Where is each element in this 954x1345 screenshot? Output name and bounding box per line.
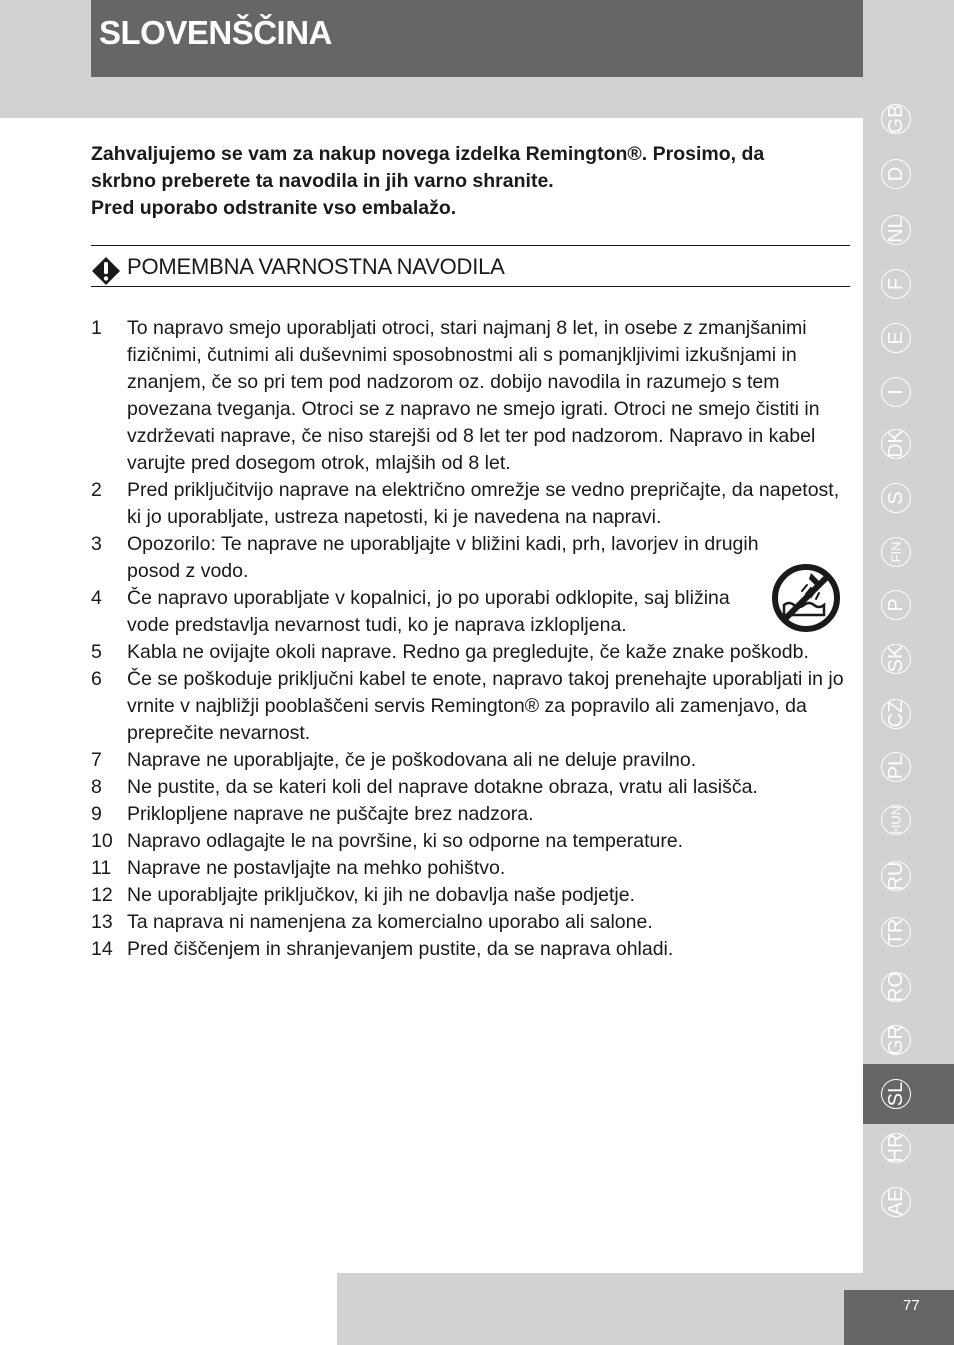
language-tab-i[interactable] xyxy=(881,377,911,407)
title-bar xyxy=(91,0,863,77)
language-tab-gb[interactable] xyxy=(881,104,911,134)
footer-band xyxy=(337,1273,844,1345)
language-tab-label: NL xyxy=(885,217,907,243)
item-number: 7 xyxy=(91,749,102,771)
language-tab-label: PL xyxy=(885,754,907,780)
item-text: Če napravo uporabljate v kopalnici, jo po uporabi odklopite, saj bližina vode predstavlja nevarnost tudi, ko je naprava izklopljena. xyxy=(127,587,730,636)
item-text: Naprave ne uporabljajte, če je poškodovana ali ne deluje pravilno. xyxy=(127,749,697,771)
language-tab-e[interactable] xyxy=(881,323,911,353)
item-text: Pred priključitvijo naprave na električno omrežje se vedno prepričajte, da napetost, ki jo uporabljate, ustreza napetosti, ki je navedena na napravi. xyxy=(127,479,840,528)
intro-paragraph: Zahvaljujemo se vam za nakup novega izdelka Remington®. Prosimo, da skrbno preberete ta navodila in jih varno shranite. xyxy=(91,143,765,192)
item-text: To napravo smejo uporabljati otroci, stari najmanj 8 let, in osebe z zmanjšanimi fizičnimi, čutnimi ali duševnimi sposobnostmi ali s pomanjkljivimi izkušnjami in znanjem, če so pri tem pod nadzorom oz. dobijo navodila in razumejo s tem povezana tveganja. Otroci se z napravo ne smejo igrati. Otroci ne smejo čistiti in vzdrževati naprave, če niso starejši od 8 let ter pod nadzorom. Napravo in kabel varujte pred dosegom otrok, mlajših od 8 let. xyxy=(127,317,820,474)
language-tab-label: HUN xyxy=(888,805,904,835)
list-item xyxy=(91,909,851,936)
language-tab-pl[interactable] xyxy=(881,752,911,782)
section-header xyxy=(91,245,850,287)
language-tab-label: AE xyxy=(885,1188,907,1216)
item-number: 4 xyxy=(91,587,102,609)
list-item xyxy=(91,585,851,639)
language-tab-label: CZ xyxy=(885,700,907,728)
language-tab-label: SK xyxy=(885,645,907,673)
language-tab-label: GB xyxy=(885,104,907,134)
language-tab-nl[interactable] xyxy=(881,215,911,245)
safety-list xyxy=(91,315,851,963)
list-item xyxy=(91,531,851,585)
language-tab-label: HR xyxy=(885,1133,907,1163)
language-tab-label: F xyxy=(885,277,907,291)
list-item xyxy=(91,747,851,774)
footer-left xyxy=(0,1273,337,1345)
language-tab-label: P xyxy=(885,598,907,612)
language-tab-label: TR xyxy=(885,918,907,946)
item-text: Če se poškoduje priključni kabel te enote, napravo takoj prenehajte uporabljati in jo vrnite v najbližji pooblaščeni servis Remington® za popravilo ali zamenjavo, da preprečite nevarnost. xyxy=(127,668,844,744)
list-item xyxy=(91,882,851,909)
language-tab-label: SL xyxy=(885,1081,907,1107)
language-tab-hr[interactable] xyxy=(881,1133,911,1163)
item-text: Ne uporabljajte priključkov, ki jih ne dobavlja naše podjetje. xyxy=(127,884,636,906)
intro-packaging-note: Pred uporabo odstranite vso embalažo. xyxy=(91,197,457,219)
language-tab-dk[interactable] xyxy=(881,429,911,459)
item-number: 12 xyxy=(91,884,113,906)
language-tab-sl[interactable] xyxy=(881,1079,911,1109)
list-item xyxy=(91,936,851,963)
language-tab-label: GR xyxy=(885,1025,907,1055)
item-text: Pred čiščenjem in shranjevanjem pustite, da se naprava ohladi. xyxy=(127,938,674,960)
language-tab-label: I xyxy=(885,389,907,395)
list-item xyxy=(91,639,851,666)
item-text: Opozorilo: Te naprave ne uporabljajte v bližini kadi, prh, lavorjev in drugih posod z vodo. xyxy=(127,533,759,582)
language-tab-p[interactable] xyxy=(881,590,911,620)
list-item xyxy=(91,855,851,882)
item-text: Ne pustite, da se kateri koli del naprave dotakne obraza, vratu ali lasišča. xyxy=(127,776,758,798)
language-tab-s[interactable] xyxy=(881,483,911,513)
item-text: Priklopljene naprave ne puščajte brez nadzora. xyxy=(127,803,534,825)
language-tab-gr[interactable] xyxy=(881,1025,911,1055)
language-tab-sk[interactable] xyxy=(881,644,911,674)
language-tab-label: S xyxy=(885,491,907,505)
language-tab-label: FIN xyxy=(888,541,904,563)
language-tab-ro[interactable] xyxy=(881,972,911,1002)
item-number: 5 xyxy=(91,641,102,663)
item-number: 1 xyxy=(91,317,102,339)
warning-diamond-icon xyxy=(91,256,121,286)
intro-text xyxy=(91,141,831,222)
item-number: 9 xyxy=(91,803,102,825)
language-tab-ae[interactable] xyxy=(881,1187,911,1217)
list-item xyxy=(91,315,851,477)
item-number: 8 xyxy=(91,776,102,798)
section-title: POMEMBNA VARNOSTNA NAVODILA xyxy=(127,254,505,279)
language-tab-label: E xyxy=(885,331,907,345)
language-tab-label: RO xyxy=(885,972,907,1002)
list-item xyxy=(91,477,851,531)
item-number: 10 xyxy=(91,830,113,852)
item-number: 14 xyxy=(91,938,113,960)
language-tab-tr[interactable] xyxy=(881,917,911,947)
language-tab-label: DK xyxy=(885,430,907,458)
item-number: 13 xyxy=(91,911,113,933)
list-item xyxy=(91,801,851,828)
page-number-box xyxy=(844,1290,954,1345)
language-tab-cz[interactable] xyxy=(881,699,911,729)
item-number: 11 xyxy=(91,857,112,879)
item-text: Kabla ne ovijajte okoli naprave. Redno ga pregledujte, če kaže znake poškodb. xyxy=(127,641,809,663)
language-tab-hun[interactable] xyxy=(881,805,911,835)
item-text: Napravo odlagajte le na površine, ki so odporne na temperature. xyxy=(127,830,684,852)
list-item xyxy=(91,828,851,855)
language-tab-ru[interactable] xyxy=(881,861,911,891)
list-item xyxy=(91,774,851,801)
item-number: 3 xyxy=(91,533,102,555)
language-tab-f[interactable] xyxy=(881,269,911,299)
no-shower-bath-icon xyxy=(771,563,841,633)
page-title: SLOVENŠČINA xyxy=(99,14,332,51)
list-item xyxy=(91,666,851,747)
language-tab-label: RU xyxy=(885,861,907,891)
language-tab-label: D xyxy=(885,166,907,182)
item-number: 2 xyxy=(91,479,102,501)
language-tab-d[interactable] xyxy=(881,159,911,189)
item-text: Ta naprava ni namenjena za komercialno uporabo ali salone. xyxy=(127,911,653,933)
page-number: 77 xyxy=(903,1297,920,1314)
item-number: 6 xyxy=(91,668,102,690)
language-tab-fin[interactable] xyxy=(881,537,911,567)
item-text: Naprave ne postavljajte na mehko pohištvo. xyxy=(127,857,506,879)
